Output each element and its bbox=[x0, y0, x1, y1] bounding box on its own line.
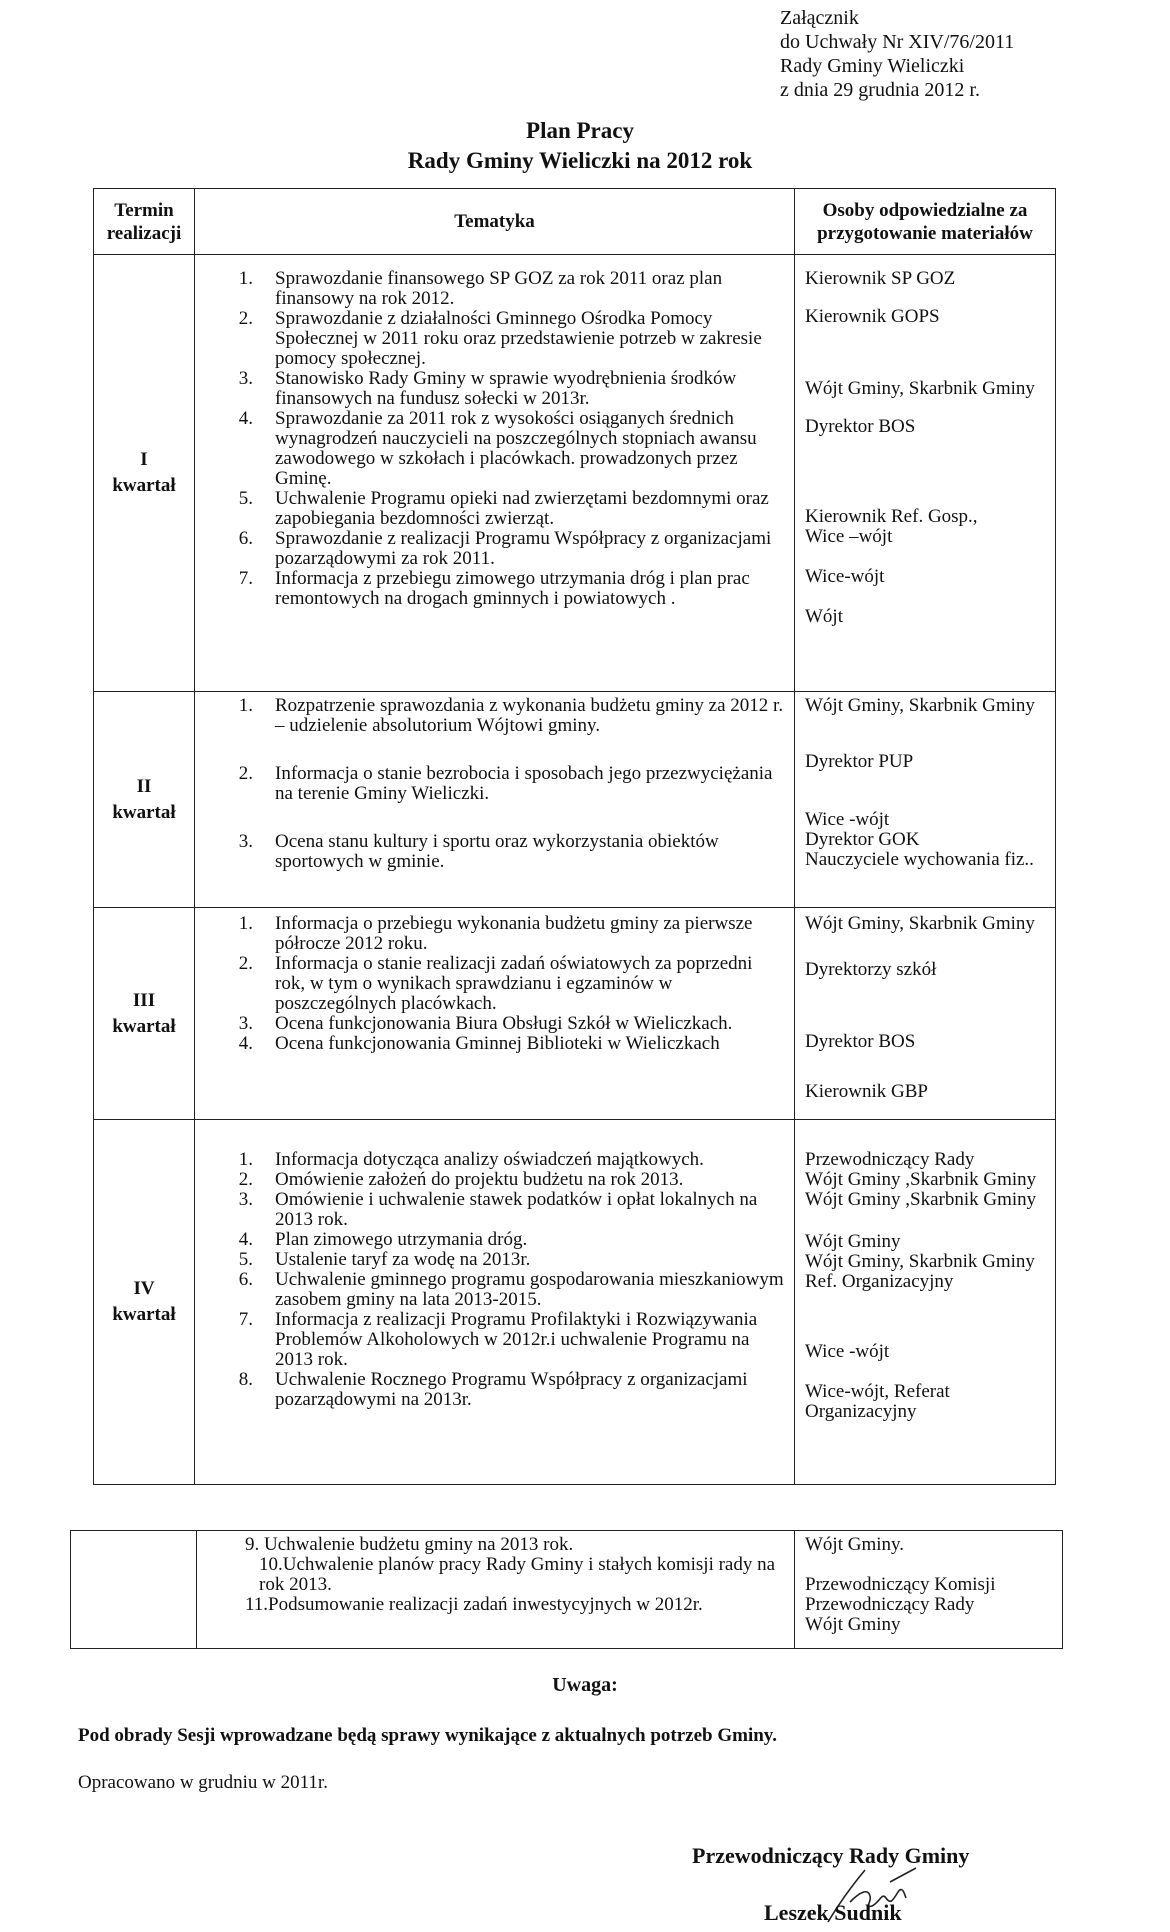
header-term-line: realizacji bbox=[106, 222, 182, 244]
quarter-numeral: II bbox=[136, 775, 152, 797]
topic-text: Informacja o przebiegu wykonania budżetu gminy za pierwsze półrocze 2012 roku. bbox=[275, 913, 753, 954]
responsible-person: Dyrektor PUP bbox=[805, 751, 914, 772]
responsible-person: Wójt Gminy, Skarbnik Gminy bbox=[805, 913, 1035, 934]
topic-item bbox=[205, 764, 784, 804]
topic-item bbox=[205, 1250, 784, 1270]
quarter-persons bbox=[795, 908, 1056, 1120]
persons-list bbox=[795, 908, 1055, 1106]
topic-text: Informacja o stanie realizacji zadań oświatowych za poprzedni rok, w tym o wynikach sprawdzianu i egzaminów w poszczególnych placówkach. bbox=[275, 953, 753, 1014]
annex-line: do Uchwały Nr XIV/76/2011 bbox=[780, 31, 1015, 53]
annex-header bbox=[780, 6, 1014, 102]
quarter-label bbox=[94, 692, 195, 908]
topic-number: 8. bbox=[238, 1369, 253, 1390]
topic-text: Uchwalenie Programu opieki nad zwierzętami bezdomnymi oraz zapobiegania bezdomności zwierząt. bbox=[275, 488, 769, 529]
topic-item bbox=[205, 914, 784, 954]
topic-number: 7. bbox=[238, 1309, 253, 1330]
topic-item bbox=[205, 1150, 784, 1170]
responsible-person: Ref. Organizacyjny bbox=[805, 1271, 954, 1292]
topic-text: Ocena funkcjonowania Biura Obsługi Szkół w Wieliczkach. bbox=[275, 1013, 733, 1034]
quarter-row bbox=[94, 692, 1056, 908]
document-title-line2: Rady Gminy Wieliczki na 2012 rok bbox=[407, 148, 753, 173]
topic-item bbox=[205, 369, 784, 409]
responsible-person: Dyrektor BOS bbox=[805, 1031, 916, 1052]
note-heading: Uwaga: bbox=[552, 1674, 618, 1696]
topic-number: 2. bbox=[238, 308, 253, 329]
responsible-person: Wice –wójt bbox=[805, 526, 893, 547]
topic-text: Ocena stanu kultury i sportu oraz wykorzystania obiektów sportowych w gminie. bbox=[275, 831, 719, 872]
topics-list bbox=[195, 1120, 794, 1414]
continuation-row bbox=[71, 1531, 1063, 1649]
topic-number: 1. bbox=[238, 913, 253, 934]
topic-item bbox=[205, 1270, 784, 1310]
responsible-person: Nauczyciele wychowania fiz.. bbox=[805, 849, 1034, 870]
responsible-person: Wójt Gminy, Skarbnik Gminy bbox=[805, 378, 1035, 399]
topic-number: 1. bbox=[238, 1149, 253, 1170]
continuation-empty-cell bbox=[71, 1531, 197, 1649]
signer-name: Leszek Sudnik bbox=[764, 1900, 902, 1925]
topic-number: 1. bbox=[238, 695, 253, 716]
topic-text: Omówienie i uchwalenie stawek podatków i opłat lokalnych na 2013 rok. bbox=[275, 1189, 758, 1230]
topic-number: 4. bbox=[238, 408, 253, 429]
responsible-person: Wójt Gminy, Skarbnik Gminy bbox=[805, 695, 1035, 716]
responsible-person: Przewodniczący Komisji bbox=[805, 1574, 996, 1595]
topic-item bbox=[205, 309, 784, 369]
topic-item bbox=[205, 1170, 784, 1190]
quarter-numeral: III bbox=[132, 989, 156, 1011]
quarter-label bbox=[94, 908, 195, 1120]
quarter-word: kwartał bbox=[112, 475, 176, 496]
topic-text: Sprawozdanie za 2011 rok z wysokości osiąganych średnich wynagrodzeń nauczycieli na poszczególnych stopniach awansu zawodowego w szkołach i placówkach. prowadzonych przez Gminę. bbox=[275, 408, 757, 489]
topic-item bbox=[205, 1230, 784, 1250]
header-persons bbox=[795, 189, 1056, 255]
topic-number: 1. bbox=[238, 268, 253, 289]
topic-item bbox=[205, 1190, 784, 1230]
persons-list bbox=[795, 1120, 1055, 1426]
topic-item bbox=[205, 954, 784, 1014]
responsible-person: Wice -wójt bbox=[805, 809, 890, 830]
continuation-item: 10.Uchwalenie planów pracy Rady Gminy i stałych komisji rady na rok 2013. bbox=[259, 1554, 776, 1595]
topic-number: 5. bbox=[238, 1249, 253, 1270]
quarter-topics bbox=[195, 908, 795, 1120]
topic-number: 6. bbox=[238, 1269, 253, 1290]
responsible-person: Organizacyjny bbox=[805, 1401, 917, 1422]
topic-number: 2. bbox=[238, 1169, 253, 1190]
responsible-person: Wójt Gminy ,Skarbnik Gminy bbox=[805, 1169, 1037, 1190]
prepared-date: Opracowano w grudniu w 2011r. bbox=[78, 1772, 328, 1793]
topic-number: 3. bbox=[238, 831, 253, 852]
topic-number: 3. bbox=[238, 368, 253, 389]
header-topic: Tematyka bbox=[195, 189, 795, 255]
topic-item bbox=[205, 1370, 784, 1410]
topics-list bbox=[195, 255, 794, 613]
header-term-line: Termin bbox=[114, 199, 174, 221]
continuation-table bbox=[70, 1530, 1063, 1649]
responsible-person: Wice -wójt bbox=[805, 1341, 890, 1362]
document-title-line1: Plan Pracy bbox=[526, 118, 634, 143]
header-term bbox=[94, 189, 195, 255]
topic-text: Informacja z realizacji Programu Profilaktyki i Rozwiązywania Problemów Alkoholowych w 2012r.i uchwalenie Programu na 2013 rok. bbox=[275, 1309, 758, 1370]
topic-item bbox=[205, 409, 784, 489]
persons-list bbox=[795, 255, 1055, 631]
topic-item bbox=[205, 569, 784, 609]
topic-text: Plan zimowego utrzymania dróg. bbox=[275, 1229, 528, 1250]
topic-number: 3. bbox=[238, 1189, 253, 1210]
topic-item bbox=[205, 696, 784, 736]
quarter-row bbox=[94, 1120, 1056, 1485]
quarter-topics bbox=[195, 1120, 795, 1485]
topic-number: 3. bbox=[238, 1013, 253, 1034]
topic-item bbox=[205, 269, 784, 309]
continuation-persons-list bbox=[795, 1531, 1062, 1639]
responsible-person: Wójt Gminy bbox=[805, 1231, 901, 1252]
responsible-person: Kierownik GBP bbox=[805, 1081, 928, 1102]
topic-number: 6. bbox=[238, 528, 253, 549]
topic-text: Uchwalenie gminnego programu gospodarowania mieszkaniowym zasobem gminy na lata 2013-2015. bbox=[275, 1269, 784, 1310]
responsible-person: Wójt bbox=[805, 606, 843, 627]
quarter-persons bbox=[795, 692, 1056, 908]
table-header-row bbox=[94, 189, 1056, 255]
topic-text: Ocena funkcjonowania Gminnej Biblioteki w Wieliczkach bbox=[275, 1033, 720, 1054]
responsible-person: Dyrektorzy szkół bbox=[805, 959, 937, 980]
topic-text: Informacja dotycząca analizy oświadczeń majątkowych. bbox=[275, 1149, 704, 1170]
topics-list bbox=[195, 692, 794, 876]
quarter-topics bbox=[195, 692, 795, 908]
topic-number: 7. bbox=[238, 568, 253, 589]
topic-number: 4. bbox=[238, 1229, 253, 1250]
note-text: Pod obrady Sesji wprowadzane będą sprawy wynikające z aktualnych potrzeb Gminy. bbox=[78, 1725, 778, 1746]
quarter-numeral: I bbox=[140, 449, 148, 470]
quarter-numeral: IV bbox=[133, 1278, 155, 1299]
header-persons-line: przygotowanie materiałów bbox=[817, 222, 1033, 244]
topic-item bbox=[205, 529, 784, 569]
continuation-persons bbox=[795, 1531, 1063, 1649]
topic-item bbox=[205, 489, 784, 529]
topic-number: 2. bbox=[238, 953, 253, 974]
continuation-topics bbox=[197, 1531, 795, 1649]
topic-item bbox=[205, 1310, 784, 1370]
responsible-person: Wójt Gminy, Skarbnik Gminy bbox=[805, 1251, 1035, 1272]
topic-text: Omówienie założeń do projektu budżetu na rok 2013. bbox=[275, 1169, 684, 1190]
continuation-item: 11.Podsumowanie realizacji zadań inwestycyjnych w 2012r. bbox=[245, 1594, 703, 1615]
quarter-word: kwartał bbox=[112, 801, 176, 823]
responsible-person: Przewodniczący Rady bbox=[805, 1594, 975, 1615]
annex-line: Załącznik bbox=[780, 7, 859, 29]
continuation-item: 9. Uchwalenie budżetu gminy na 2013 rok. bbox=[245, 1534, 574, 1555]
quarter-persons bbox=[795, 1120, 1056, 1485]
quarter-persons bbox=[795, 255, 1056, 692]
topic-text: Sprawozdanie finansowego SP GOZ za rok 2011 oraz plan finansowy na rok 2012. bbox=[275, 268, 723, 309]
topic-item bbox=[205, 1034, 784, 1054]
responsible-person: Wójt Gminy ,Skarbnik Gminy bbox=[805, 1189, 1037, 1210]
annex-line: z dnia 29 grudnia 2012 r. bbox=[780, 79, 980, 101]
topic-text: Rozpatrzenie sprawozdania z wykonania budżetu gminy za 2012 r. – udzielenie absolutorium Wójtowi gminy. bbox=[275, 695, 784, 736]
topic-text: Stanowisko Rady Gminy w sprawie wyodrębnienia środków finansowych na fundusz sołecki w 2013r. bbox=[275, 368, 737, 409]
topic-number: 2. bbox=[238, 763, 253, 784]
topics-list bbox=[195, 908, 794, 1058]
work-plan-table bbox=[93, 188, 1056, 1485]
topic-number: 5. bbox=[238, 488, 253, 509]
responsible-person: Wójt Gminy. bbox=[805, 1534, 905, 1555]
topic-text: Informacja o stanie bezrobocia i sposobach jego przezwyciężania na terenie Gminy Wieliczki. bbox=[275, 763, 773, 804]
topic-text: Informacja z przebiegu zimowego utrzymania dróg i plan prac remontowych na drogach gminnych i powiatowych . bbox=[275, 568, 750, 609]
responsible-person: Przewodniczący Rady bbox=[805, 1149, 975, 1170]
quarter-word: kwartał bbox=[112, 1304, 176, 1325]
quarter-label bbox=[94, 255, 195, 692]
topic-text: Ustalenie taryf za wodę na 2013r. bbox=[275, 1249, 531, 1270]
responsible-person: Wice-wójt, Referat bbox=[805, 1381, 950, 1402]
responsible-person: Kierownik Ref. Gosp., bbox=[805, 506, 978, 527]
responsible-person: Dyrektor BOS bbox=[805, 416, 916, 437]
topic-item bbox=[205, 832, 784, 872]
responsible-person: Wice-wójt bbox=[805, 566, 885, 587]
responsible-person: Wójt Gminy bbox=[805, 1614, 901, 1635]
topic-text: Sprawozdanie z działalności Gminnego Ośrodka Pomocy Społecznej w 2011 roku oraz przedstawienie potrzeb w zakresie pomocy społecznej. bbox=[275, 308, 762, 369]
quarter-word: kwartał bbox=[112, 1015, 176, 1037]
quarter-label bbox=[94, 1120, 195, 1485]
signer-title: Przewodniczący Rady Gminy bbox=[692, 1843, 970, 1868]
continuation-topics-list bbox=[197, 1531, 794, 1615]
persons-list bbox=[795, 692, 1055, 874]
topic-text: Uchwalenie Rocznego Programu Współpracy z organizacjami pozarządowymi na 2013r. bbox=[275, 1369, 748, 1410]
header-persons-line: Osoby odpowiedzialne za bbox=[822, 199, 1028, 221]
topic-number: 4. bbox=[238, 1033, 253, 1054]
topic-text: Sprawozdanie z realizacji Programu Współpracy z organizacjami pozarządowymi za rok 2011. bbox=[275, 528, 772, 569]
responsible-person: Dyrektor GOK bbox=[805, 829, 920, 850]
quarter-row bbox=[94, 255, 1056, 692]
annex-line: Rady Gminy Wieliczki bbox=[780, 55, 965, 77]
responsible-person: Kierownik SP GOZ bbox=[805, 268, 956, 289]
quarter-row bbox=[94, 908, 1056, 1120]
responsible-person: Kierownik GOPS bbox=[805, 306, 940, 327]
quarter-topics bbox=[195, 255, 795, 692]
topic-item bbox=[205, 1014, 784, 1034]
